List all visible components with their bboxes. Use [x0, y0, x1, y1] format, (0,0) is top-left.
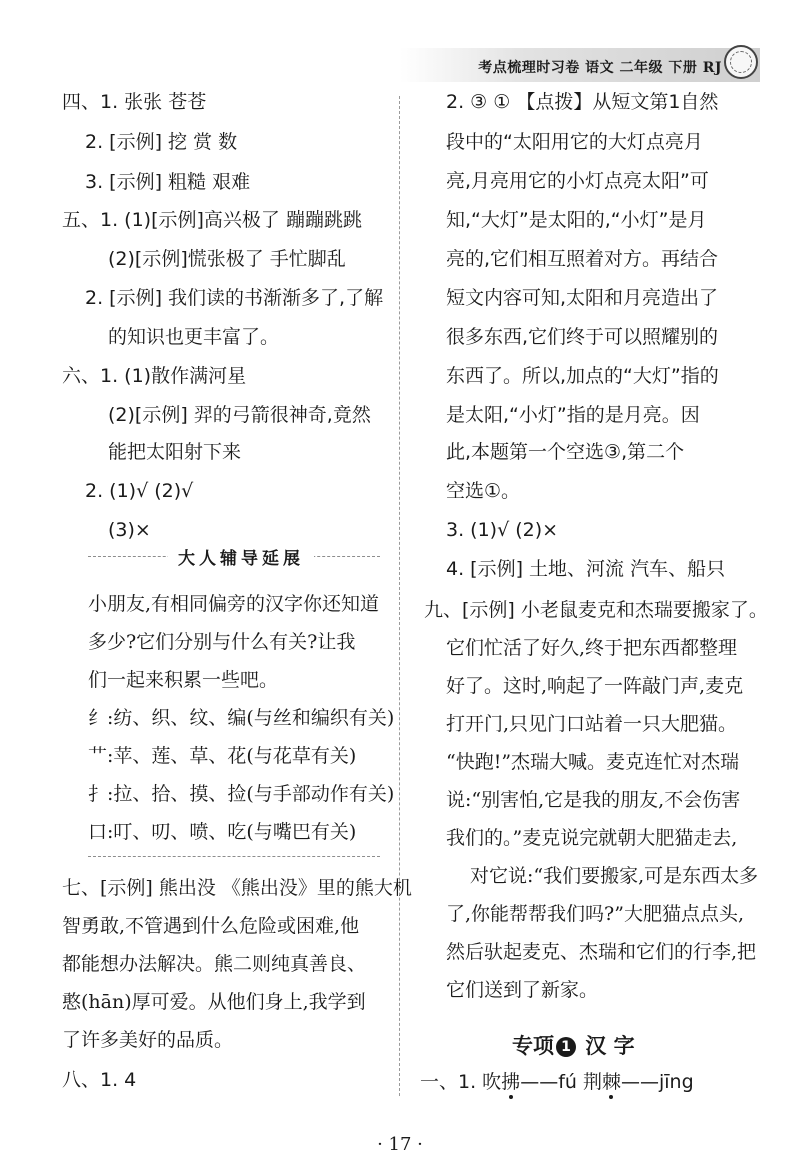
answer-7-cont-1: 智勇敢,不管遇到什么危险或困难,他	[62, 915, 360, 937]
answer-4-3: 3. [示例] 粗糙 艰难	[85, 171, 251, 193]
answer-6-1-2: (2)[示例] 羿的弓箭很神奇,竟然	[108, 404, 371, 426]
section-heading	[512, 1030, 635, 1060]
story-line-8: 了,你能帮帮我们吗?”大肥猫点点头,	[446, 903, 744, 925]
column-divider	[399, 96, 400, 1096]
answer-r-2-cont-10: 空选①。	[446, 480, 521, 502]
story-line-5: 说:“别害怕,它是我的朋友,不会伤害	[446, 789, 741, 811]
page-number: · 17 ·	[377, 1134, 423, 1155]
answer-section1-1	[420, 1068, 694, 1096]
answer-r-2-cont-6: 很多东西,它们终于可以照耀别的	[446, 326, 719, 348]
story-line-2: 好了。这时,响起了一阵敲门声,麦克	[446, 675, 744, 697]
answer-r-2-cont-5: 短文内容可知,太阳和月亮造出了	[446, 287, 719, 309]
section-prefix: 专项	[512, 1034, 554, 1058]
answer-r-2-cont-7: 东西了。所以,加点的“大灯”指的	[446, 365, 719, 387]
answer-5-1: 五、1. (1)[示例]高兴极了 蹦蹦跳跳	[62, 209, 362, 231]
answer-6-1-2-cont: 能把太阳射下来	[108, 441, 242, 463]
answer-5-2: 2. [示例] 我们读的书渐渐多了,了解	[85, 287, 384, 309]
answer-4-1: 四、1. 张张 苍苍	[62, 91, 207, 113]
answer-7: 七、[示例] 熊出没 《熊出没》里的熊大机	[62, 877, 412, 899]
radical-hand: 扌:拉、拾、摸、捡(与手部动作有关)	[88, 783, 395, 805]
radical-grass: 艹:苹、莲、草、花(与花草有关)	[88, 745, 357, 767]
answer-r-2-cont-2: 亮,月亮用它的小灯点亮太阳”可	[446, 170, 709, 192]
extend-text-1: 小朋友,有相同偏旁的汉字你还知道	[88, 593, 380, 615]
answer-6-2: 2. (1)√ (2)√	[85, 480, 194, 502]
answer-9: 九、[示例] 小老鼠麦克和杰瑞要搬家了。	[424, 599, 768, 621]
story-line-9: 然后驮起麦克、杰瑞和它们的行李,把	[446, 941, 757, 963]
story-line-10: 它们送到了新家。	[446, 979, 599, 1001]
extend-text-3: 们一起来积累一些吧。	[88, 669, 279, 691]
answer-r-2-cont-3: 知,“大灯”是太阳的,“小灯”是月	[446, 209, 707, 231]
answer-r-4: 4. [示例] 土地、河流 汽车、船只	[446, 558, 726, 580]
answer-r-2-cont-8: 是太阳,“小灯”指的是月亮。因	[446, 404, 700, 426]
extend-section-title: 大人辅导延展	[168, 544, 314, 570]
answer-7-cont-4: 了许多美好的品质。	[62, 1029, 234, 1051]
extend-text-2: 多少?它们分别与什么有关?让我	[88, 631, 356, 653]
pinyin-jing: ——jīng	[620, 1071, 694, 1093]
story-line-7: 对它说:“我们要搬家,可是东西太多	[470, 865, 759, 887]
section-number-badge: 1	[556, 1037, 576, 1057]
section-label: 汉 字	[578, 1034, 635, 1058]
story-line-6: 我们的。”麦克说完就朝大肥猫走去,	[446, 827, 738, 849]
story-line-1: 它们忙活了好久,终于把东西都整理	[446, 637, 738, 659]
answer-5-1-2: (2)[示例]慌张极了 手忙脚乱	[108, 248, 346, 270]
answer-4-2: 2. [示例] 挖 赏 数	[85, 131, 238, 153]
answer-r-2-cont-1: 段中的“太阳用它的大灯点亮月	[446, 131, 703, 153]
answer-r-2-cont-4: 亮的,它们相互照着对方。再结合	[446, 248, 719, 270]
story-line-3: 打开门,只见门口站着一只大肥猫。	[446, 713, 738, 735]
answer-6-2-3: (3)×	[108, 519, 151, 541]
answer-8-1: 八、1. 4	[62, 1069, 137, 1091]
answer-r-2: 2. ③ ① 【点拨】从短文第1自然	[446, 91, 719, 113]
book-title: 考点梳理时习卷 语文 二年级 下册 RJ	[478, 60, 722, 76]
pinyin-fu-and-next: ——fú 荆	[520, 1071, 602, 1093]
emphasized-char-fu: 拂	[501, 1071, 521, 1093]
story-line-4: “快跑!”杰瑞大喊。麦克连忙对杰瑞	[446, 751, 740, 773]
emphasized-char-ji: 棘	[601, 1071, 621, 1093]
radical-mouth: 口:叮、叨、喷、吃(与嘴巴有关)	[88, 821, 357, 843]
extend-box-bottom-border	[88, 856, 380, 857]
answer-r-3: 3. (1)√ (2)×	[446, 519, 559, 541]
answer-r-2-cont-9: 此,本题第一个空选③,第二个	[446, 441, 685, 463]
logo-seal-icon	[724, 45, 758, 79]
answer-5-2-cont: 的知识也更丰富了。	[108, 326, 280, 348]
answer-6-1: 六、1. (1)散作满河星	[62, 365, 247, 387]
radical-silk: 纟:纺、织、纹、编(与丝和编织有关)	[88, 707, 395, 729]
answer-7-cont-2: 都能想办法解决。熊二则纯真善良、	[62, 953, 367, 975]
answer-7-cont-3: 憨(hān)厚可爱。从他们身上,我学到	[62, 991, 366, 1013]
question-prefix: 一、1. 吹	[420, 1071, 502, 1093]
